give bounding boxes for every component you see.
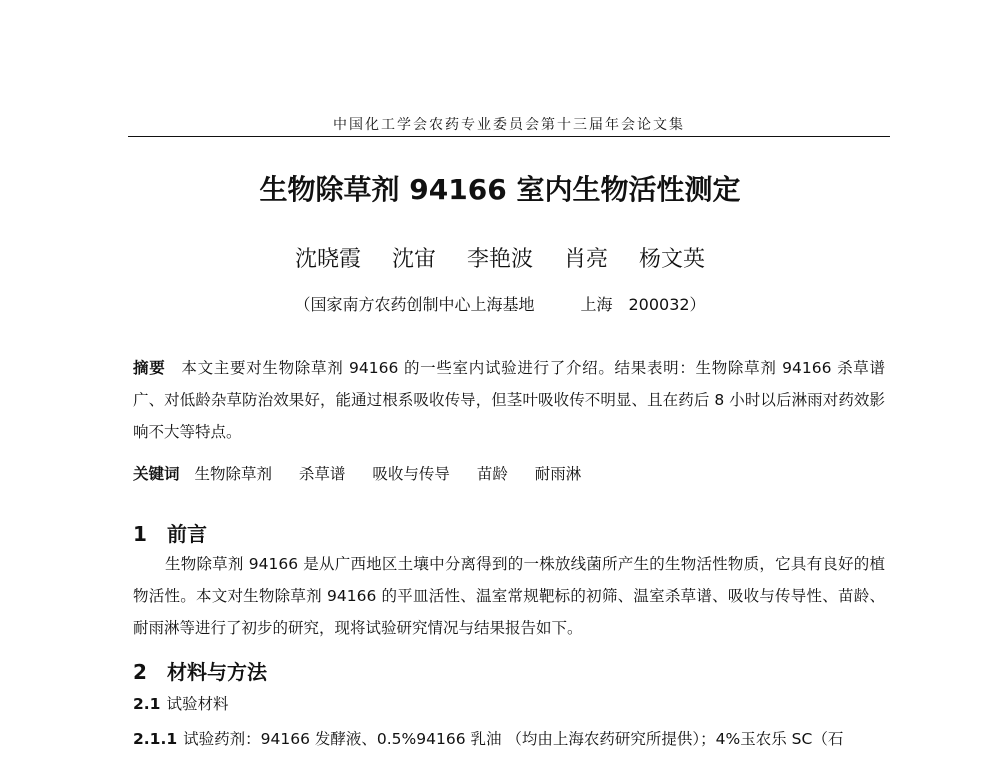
author-list: [0, 242, 1000, 273]
abstract-text: 本文主要对生物除草剂 94166 的一些室内试验进行了介绍。结果表明：生物除草剂 94166 杀草谱广、对低龄杂草防治效果好，能通过根系吸收传导，但茎叶吸收传不明显、且在药后 8 小时以后淋雨对药效影响不大等特点。: [133, 359, 885, 441]
section-number: 1: [133, 522, 147, 546]
header-rule: [128, 136, 890, 137]
keyword: 耐雨淋: [534, 465, 582, 483]
section-body: 生物除草剂 94166 是从广西地区土壤中分离得到的一株放线菌所产生的生物活性物质，它具有良好的植物活性。本文对生物除草剂 94166 的平皿活性、温室常规靶标的初筛、温室杀草谱、吸收与传导性、苗龄、耐雨淋等进行了初步的研究，现将试验研究情况与结果报告如下。: [133, 555, 885, 637]
subsection-heading: [133, 727, 843, 749]
section-title: 前言: [167, 522, 207, 546]
affiliation-institution: （国家南方农药创制中心上海基地: [294, 295, 535, 314]
paper-title: 生物除草剂 94166 室内生物活性测定: [259, 173, 741, 206]
author-name: 沈晓霞: [294, 247, 361, 272]
section-title: 材料与方法: [167, 660, 267, 684]
subsection-heading: [133, 692, 228, 714]
affiliation-city: 上海: [580, 295, 613, 314]
subsection-title: 试验药剂：94166 发酵液、0.5%94166 乳油 （均由上海农药研究所提供）；4%玉农乐 SC（石: [183, 730, 844, 748]
affiliation: [0, 292, 1000, 315]
abstract-label: 摘要: [133, 359, 166, 377]
keywords-label: 关键词: [133, 465, 180, 483]
keyword: 生物除草剂: [194, 465, 272, 483]
affiliation-postcode: 200032）: [628, 295, 706, 314]
keywords: [133, 462, 603, 484]
section-heading: [133, 518, 207, 547]
author-name: 李艳波: [466, 247, 533, 272]
author-name: 肖亮: [564, 247, 609, 272]
section-number: 2: [133, 660, 147, 684]
abstract: [133, 352, 885, 448]
subsection-title: 试验材料: [166, 695, 229, 713]
section-heading: [133, 656, 267, 685]
running-header: 中国化工学会农药专业委员会第十三届年会论文集: [333, 117, 685, 133]
subsection-number: 2.1.1: [133, 730, 178, 748]
keyword: 苗龄: [476, 465, 508, 483]
author-name: 杨文英: [639, 247, 706, 272]
keyword: 吸收与传导: [372, 465, 450, 483]
author-name: 沈宙: [391, 247, 436, 272]
keyword: 杀草谱: [298, 465, 346, 483]
subsection-number: 2.1: [133, 695, 161, 713]
